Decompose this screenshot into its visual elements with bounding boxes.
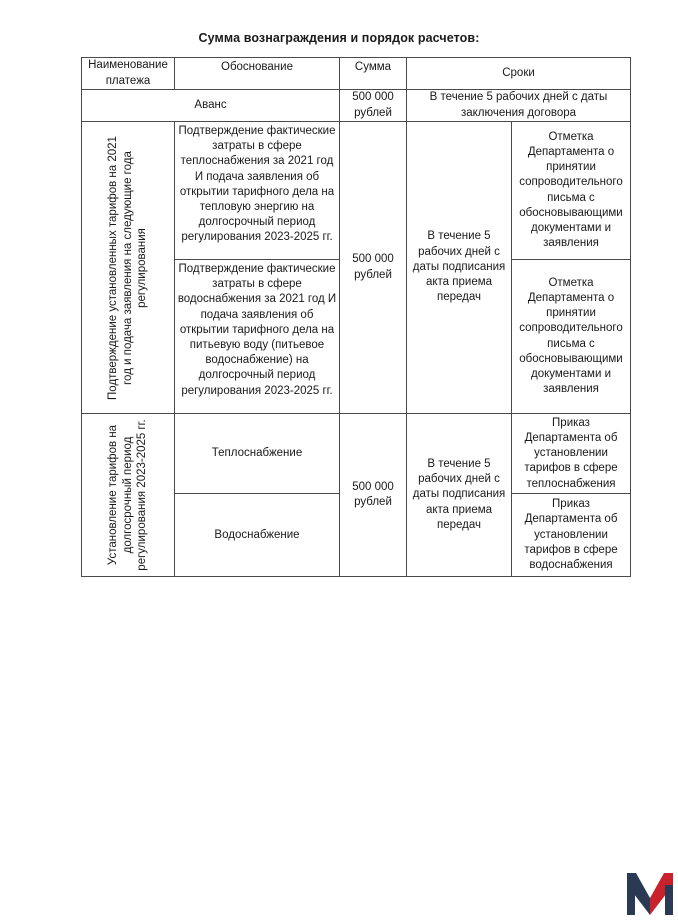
m-logo-right-leg <box>665 885 673 915</box>
stage1-name: Подтверждение установленных тарифов на 2021 год и подача заявления на следующие года регулирования <box>107 135 149 400</box>
stage1-basis-heat: Подтверждение фактические затраты в сфере теплоснабжения за 2021 год И подача заявления об открытии тарифного дела на тепловую энергию на долгосрочный период регулирования 2023-2025 гг. <box>175 122 340 260</box>
stage2-basis-heat: Теплоснабжение <box>175 414 340 494</box>
table-row-stage1-heat <box>82 122 631 260</box>
page-title: Сумма вознаграждения и порядок расчетов: <box>198 31 480 45</box>
stage2-name: Установление тарифов на долгосрочный период регулирования 2023-2025 гг. <box>107 419 149 571</box>
advance-name: Аванс <box>82 90 340 122</box>
header-basis: Обоснование <box>175 58 340 90</box>
stage2-terms: В течение 5 рабочих дней с даты подписания акта приема передач <box>407 414 512 577</box>
payment-table <box>81 57 631 577</box>
stage2-name-cell <box>82 414 175 577</box>
m-logo-icon <box>627 873 673 915</box>
table-row-stage2-heat <box>82 414 631 494</box>
stage1-basis-water: Подтверждение фактические затраты в сфере водоснабжения за 2021 год И подача заявления об открытии тарифного дела на питьевую воду (питьевое водоснабжение) на долгосрочный период регулирования 2023-2025 гг. <box>175 260 340 414</box>
advance-amount: 500 000 рублей <box>340 90 407 122</box>
header-name: Наименование платежа <box>82 58 175 90</box>
stage2-basis-water: Водоснабжение <box>175 494 340 577</box>
stage1-name-cell <box>82 122 175 414</box>
stage2-amount: 500 000 рублей <box>340 414 407 577</box>
stage2-result-heat: Приказ Департамента об установлении тарифов в сфере теплоснабжения <box>512 414 631 494</box>
header-amount: Сумма <box>340 58 407 90</box>
stage1-result-water: Отметка Департамента о принятии сопроводительного письма с обосновывающими документами и заявления <box>512 260 631 414</box>
stage1-result-heat: Отметка Департамента о принятии сопроводительного письма с обосновывающими документами и заявления <box>512 122 631 260</box>
m-logo-left-leg <box>627 885 635 915</box>
table-header-row <box>82 58 631 90</box>
advance-terms: В течение 5 рабочих дней с даты заключения договора <box>407 90 631 122</box>
stage1-terms: В течение 5 рабочих дней с даты подписания акта приема передач <box>407 122 512 414</box>
stage1-amount: 500 000 рублей <box>340 122 407 414</box>
table-row-advance <box>82 90 631 122</box>
stage2-result-water: Приказ Департамента об установлении тарифов в сфере водоснабжения <box>512 494 631 577</box>
header-terms: Сроки <box>407 58 631 90</box>
